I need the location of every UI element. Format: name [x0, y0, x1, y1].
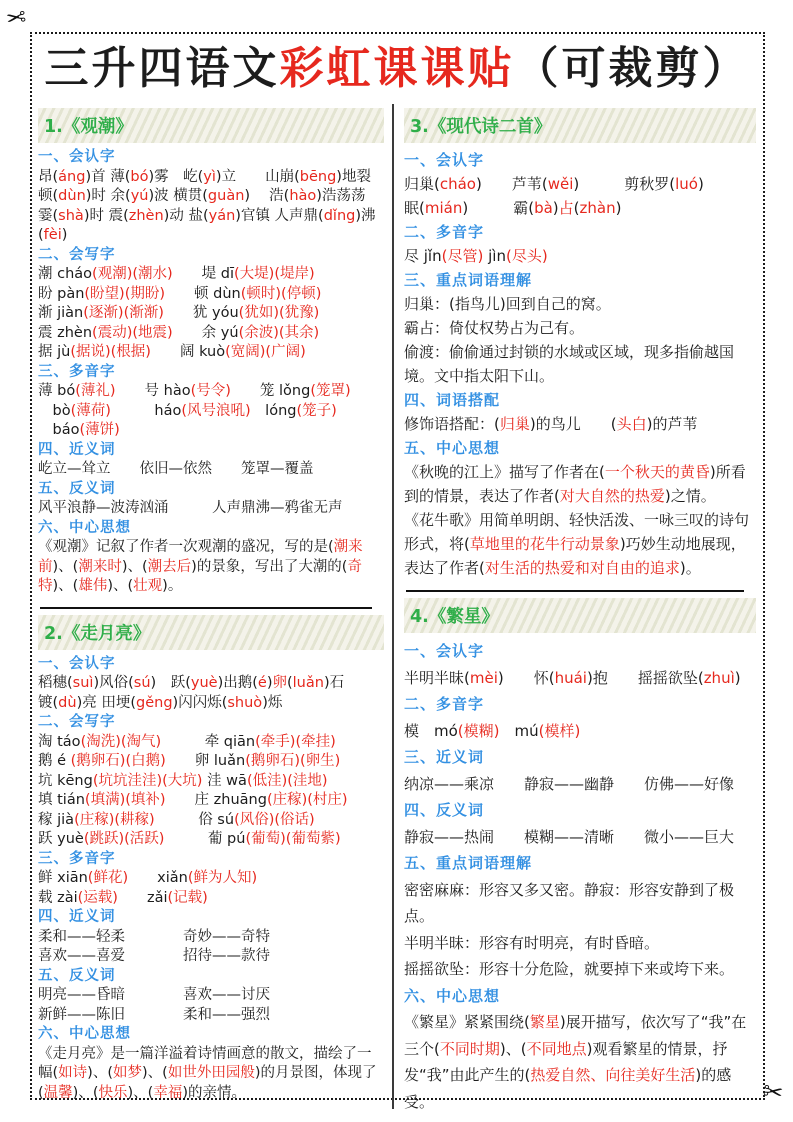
- highlight-text: 一个秋天的黄昏: [604, 463, 710, 481]
- highlight-text: 对生活的热爱和对自由的追求: [484, 559, 680, 577]
- text-line: báo(薄饼): [38, 422, 120, 438]
- text-line: 渐 jiàn(逐渐)(渐渐) 犹 yóu(犹如)(犹豫): [38, 305, 320, 321]
- text-line: 《花牛歌》用简单明朗、轻快活泼、一咏三叹的诗句形式，将(草地里的花牛行动景象)巧妙生动地展现，表达了作者(对生活的热爱和对自由的追求)。: [404, 511, 750, 577]
- text-line: 镀(dù)亮 田埂(gěng)闪闪烁(shuò)烁: [38, 694, 283, 711]
- text-line: 昂(áng)首 薄(bó)雾 屹(yì)立 山崩(bēng)地裂: [38, 168, 371, 185]
- text-line: 屹立—耸立 依旧—依然 笼罩—覆盖: [38, 461, 314, 477]
- highlight-text: sú: [133, 675, 151, 691]
- subsection-heading: 六、中心思想: [38, 519, 131, 536]
- text-line: 归巢：(指鸟儿)回到自己的窝。: [404, 295, 611, 313]
- highlight-text: 不同地点: [526, 1039, 587, 1058]
- highlight-text: 对大自然的热爱: [559, 487, 665, 505]
- highlight-text: (据说)(根据): [70, 344, 151, 360]
- highlight-text: (薄饼): [79, 422, 120, 438]
- text-line: 摇摇欲坠：形容十分危险，就要掉下来或垮下来。: [404, 960, 735, 978]
- highlight-text: (盼望)(期盼): [84, 285, 166, 302]
- subsection-heading: 四、近义词: [38, 441, 116, 458]
- text-line: 填 tián(填满)(填补) 庄 zhuāng(庄稼)(村庄): [38, 792, 348, 808]
- text-line: 鲜 xiān(鲜花) xiǎn(鲜为人知): [38, 870, 258, 886]
- text-line: 跃 yuè(跳跃)(活跃) 葡 pú(葡萄)(葡萄紫): [38, 831, 341, 847]
- text-line: 鹅 é (鹅卵石)(白鹅) 卵 luǎn(鹅卵石)(卵生): [38, 753, 341, 769]
- highlight-text: 奇特: [38, 558, 362, 594]
- highlight-text: (风俗)(俗话): [234, 811, 315, 828]
- text-line: 霎(shà)时 震(zhèn)动 盐(yán)官镇 人声鼎(dǐng)沸(fèi): [38, 207, 376, 243]
- highlight-text: (坑坑洼洼)(大坑): [92, 772, 203, 789]
- section-header: 4.《繁星》: [404, 598, 756, 633]
- highlight-text: 温馨: [43, 1084, 73, 1101]
- section-header: 2.《走月亮》: [38, 615, 384, 650]
- text-line: 据 jù(据说)(根据) 阔 kuò(宽阔)(广阔): [38, 344, 306, 360]
- highlight-text: bà: [534, 199, 553, 217]
- text-line: 稼 jià(庄稼)(耕稼) 俗 sú(风俗)(俗话): [38, 811, 315, 828]
- highlight-text: 繁星: [529, 1013, 560, 1031]
- highlight-text: 快乐: [98, 1084, 128, 1101]
- highlight-text: 头白: [616, 415, 647, 433]
- highlight-text: (庄稼)(耕稼): [74, 811, 155, 828]
- subsection-heading: 二、多音字: [404, 695, 485, 713]
- text-line: 顿(dùn)时 余(yú)波 横贯(guàn) 浩(hào)浩荡荡: [38, 188, 366, 204]
- scissors-icon: ✂: [761, 1076, 785, 1108]
- highlight-text: shuò: [227, 694, 263, 711]
- highlight-text: (记载): [167, 889, 208, 906]
- text-line: 模 mó(模糊) mú(模样): [404, 721, 581, 740]
- column-right: [396, 102, 758, 1115]
- highlight-text: dǐng: [323, 207, 356, 224]
- subsection-heading: 六、中心思想: [38, 1026, 131, 1042]
- highlight-text: (尽头): [505, 247, 548, 265]
- highlight-text: (大堤)(堤岸): [234, 266, 315, 282]
- subsection-heading: 三、多音字: [38, 363, 116, 380]
- highlight-text: 潮来前: [38, 539, 363, 575]
- text-line: 风平浪静—波涛汹涌 人声鼎沸—鸦雀无声: [38, 500, 343, 516]
- text-line: 纳凉——乘凉 静寂——幽静 仿佛——好像: [404, 774, 735, 793]
- highlight-text: (淘洗)(淘气): [80, 733, 162, 750]
- text-line: 修饰语搭配：(归巢)的鸟儿 (头白)的芦苇: [404, 415, 698, 433]
- text-line: bò(薄荷) háo(风号浪吼) lóng(笼子): [38, 402, 337, 419]
- highlight-text: (跳跃)(活跃): [83, 831, 165, 847]
- text-line: 盼 pàn(盼望)(期盼) 顿 dùn(顿时)(停顿): [38, 285, 322, 302]
- highlight-text: (余波)(其余): [238, 324, 320, 341]
- highlight-text: 卵: [272, 675, 287, 691]
- text-line: 震 zhèn(震动)(地震) 余 yú(余波)(其余): [38, 324, 320, 341]
- highlight-text: (鲜为人知): [187, 870, 258, 886]
- highlight-text: luó: [675, 175, 698, 193]
- highlight-text: cháo: [439, 175, 476, 193]
- highlight-text: (风号浪吼): [181, 402, 251, 419]
- highlight-text: bēng: [299, 168, 337, 185]
- text-line: 静寂——热闹 模糊——清晰 微小——巨大: [404, 827, 735, 846]
- highlight-text: 热爱自然、向往美好生活: [530, 1066, 696, 1084]
- highlight-text: yú: [130, 188, 149, 204]
- text-line: 坑 kēng(坑坑洼洼)(大坑) 洼 wā(低洼)(洼地): [38, 772, 328, 789]
- text-line: 霸占：倚仗权势占为己有。: [404, 319, 585, 337]
- text-line: 潮 cháo(观潮)(潮水) 堤 dī(大堤)(堤岸): [38, 266, 315, 282]
- subsection-heading: 一、会认字: [404, 151, 485, 169]
- text-line: 尽 jǐn(尽管) jìn(尽头): [404, 247, 548, 265]
- highlight-text: (震动)(地震): [92, 324, 173, 341]
- highlight-text: hào: [289, 188, 317, 204]
- text-line: 淘 táo(淘洗)(淘气) 牵 qiān(牵手)(牵挂): [38, 733, 336, 750]
- highlight-text: (牵手)(牵挂): [255, 733, 336, 750]
- subsection-heading: 二、多音字: [404, 223, 485, 241]
- highlight-text: fèi: [43, 227, 62, 243]
- highlight-text: guàn: [207, 188, 245, 204]
- highlight-text: (逐渐)(渐渐): [83, 305, 164, 321]
- highlight-text: (笼罩): [310, 383, 351, 399]
- highlight-text: (鲜花): [87, 870, 129, 886]
- highlight-text: (鹅卵石)(白鹅): [70, 753, 166, 769]
- lesson-section: [38, 615, 384, 1104]
- highlight-text: huái: [554, 668, 587, 687]
- subsection-heading: 六、中心思想: [404, 986, 501, 1005]
- subsection-heading: 二、会写字: [38, 714, 116, 730]
- highlight-text: (运载): [77, 889, 118, 906]
- highlight-text: (笼子): [296, 402, 337, 419]
- highlight-text: (号令): [190, 383, 231, 399]
- section-divider: [406, 590, 744, 592]
- subsection-heading: 五、中心思想: [404, 439, 501, 457]
- text-line: 偷渡：偷偷通过封锁的水域或区域，现多指偷越国境。文中指太阳下山。: [404, 343, 735, 385]
- highlight-text: 雄伟: [78, 578, 108, 594]
- text-line: 眠(mián) 霸(bà)占(zhàn): [404, 199, 622, 217]
- highlight-text: 如诗: [58, 1065, 88, 1081]
- subsection-heading: 一、会认字: [38, 149, 116, 165]
- highlight-text: (顿时)(停顿): [240, 285, 322, 302]
- highlight-text: gěng: [136, 694, 173, 711]
- page-title: 三升四语文彩虹课课贴（可裁剪）: [44, 43, 750, 94]
- text-line: 载 zài(运载) zǎi(记载): [38, 889, 208, 906]
- highlight-text: zhàn: [579, 199, 616, 217]
- text-line: 归巢(cháo) 芦苇(wěi) 剪秋罗(luó): [404, 175, 704, 193]
- highlight-text: luǎn: [292, 675, 324, 691]
- lesson-section: [38, 108, 384, 597]
- highlight-text: (模样): [538, 721, 581, 740]
- highlight-text: suì: [72, 675, 94, 691]
- section-header: 3.《现代诗二首》: [404, 108, 756, 143]
- subsection-heading: 三、多音字: [38, 850, 116, 867]
- text-line: 新鲜——陈旧 柔和——强烈: [38, 1006, 270, 1023]
- highlight-text: (宽阔)(广阔): [225, 344, 306, 360]
- highlight-text: bó: [130, 168, 149, 185]
- subsection-heading: 四、词语搭配: [404, 391, 501, 409]
- highlight-text: 如世外田园般: [167, 1065, 255, 1081]
- lesson-section: [404, 108, 756, 580]
- highlight-text: 潮去后: [147, 558, 192, 575]
- highlight-text: (低洼)(洼地): [246, 772, 328, 789]
- subsection-heading: 一、会认字: [404, 642, 485, 660]
- lesson-section: [404, 598, 756, 1115]
- text-line: 柔和——轻柔 奇妙——奇特: [38, 928, 270, 945]
- highlight-text: shà: [58, 207, 84, 224]
- highlight-text: (薄荷): [70, 402, 111, 419]
- highlight-text: 潮来时: [78, 558, 122, 575]
- highlight-text: yán: [208, 207, 236, 224]
- column-left: [36, 102, 390, 1115]
- subsection-heading: 五、重点词语理解: [404, 854, 533, 872]
- highlight-text: 归巢: [499, 415, 530, 433]
- text-line: 《秋晚的江上》描写了作者在(一个秋天的黄昏)所看到的情景，表达了作者(对大自然的热爱)之情。: [404, 463, 746, 505]
- highlight-text: (葡萄)(葡萄紫): [245, 831, 341, 847]
- highlight-text: 如梦: [113, 1065, 142, 1081]
- highlight-text: (鹅卵石)(卵生): [245, 753, 341, 769]
- highlight-text: (薄礼): [75, 383, 116, 399]
- highlight-text: 不同时期: [439, 1039, 500, 1058]
- text-line: 《观潮》记叙了作者一次观潮的盛况，写的是(潮来前)、(潮来时)、(潮去后)的景象，写出了大潮的(奇特)、(雄伟)、(壮观)。: [38, 539, 363, 594]
- subsection-heading: 四、反义词: [404, 801, 485, 819]
- text-line: 明亮——昏暗 喜欢——讨厌: [38, 987, 270, 1003]
- columns-wrapper: [36, 102, 758, 1115]
- highlight-text: dù: [58, 694, 77, 711]
- text-line: 《走月亮》是一篇洋溢着诗情画意的散文，描绘了一幅(如诗)、(如梦)、(如世外田园般)的月景图，体现了(温馨)、(快乐)、(幸福)的亲情。: [38, 1045, 377, 1101]
- highlight-text: (模糊): [457, 721, 500, 740]
- subsection-heading: 一、会认字: [38, 655, 116, 672]
- highlight-text: zhèn: [128, 207, 164, 224]
- highlight-text: dùn: [58, 188, 86, 204]
- subsection-heading: 五、反义词: [38, 967, 116, 984]
- highlight-text: 占: [558, 199, 574, 217]
- subsection-heading: 三、近义词: [404, 748, 485, 766]
- text-line: 薄 bó(薄礼) 号 hào(号令) 笼 lǒng(笼罩): [38, 383, 351, 399]
- section-divider: [40, 607, 372, 609]
- highlight-text: yì: [203, 168, 216, 185]
- highlight-text: (填满)(填补): [84, 792, 166, 808]
- text-line: 半明半昧：形容有时明亮，有时昏暗。: [404, 933, 660, 952]
- highlight-text: (观潮)(潮水): [92, 266, 173, 282]
- highlight-text: é: [257, 675, 267, 691]
- highlight-text: 幸福: [153, 1084, 183, 1101]
- highlight-text: (庄稼)(村庄): [266, 792, 348, 808]
- highlight-text: 草地里的花牛行动景象: [469, 535, 620, 553]
- highlight-text: (尽管): [441, 247, 484, 265]
- sheet-content: [36, 40, 758, 1115]
- subsection-heading: 二、会写字: [38, 246, 116, 263]
- highlight-text: mèi: [469, 668, 498, 687]
- text-line: 《繁星》紧紧围绕(繁星)展开描写，依次写了“我”在三个(不同时期)、(不同地点)观看繁星的情景，抒发“我”由此产生的(热爱自然、向往美好生活)的感受。: [404, 1013, 747, 1111]
- text-line: 密密麻麻：形容又多又密。静寂：形容安静到了极点。: [404, 880, 735, 925]
- scissors-icon: ✂: [4, 2, 28, 34]
- text-line: 喜欢——喜爱 招待——款待: [38, 948, 270, 964]
- subsection-heading: 四、近义词: [38, 909, 116, 925]
- text-line: 稻穗(suì)风俗(sú) 跃(yuè)出鹅(é)卵(luǎn)石: [38, 675, 345, 691]
- highlight-text: zhuì: [703, 668, 735, 687]
- column-divider: [392, 104, 394, 1109]
- highlight-text: wěi: [547, 175, 574, 193]
- section-header: 1.《观潮》: [38, 108, 384, 143]
- highlight-text: 壮观: [133, 578, 163, 594]
- highlight-text: yuè: [190, 675, 218, 691]
- subsection-heading: 三、重点词语理解: [404, 271, 533, 289]
- highlight-text: (犹如)(犹豫): [238, 305, 320, 321]
- highlight-text: 彩虹课课贴: [279, 43, 515, 94]
- text-line: 半明半昧(mèi) 怀(huái)抱 摇摇欲坠(zhuì): [404, 668, 741, 687]
- highlight-text: áng: [58, 168, 86, 185]
- subsection-heading: 五、反义词: [38, 480, 116, 497]
- highlight-text: mián: [424, 199, 463, 217]
